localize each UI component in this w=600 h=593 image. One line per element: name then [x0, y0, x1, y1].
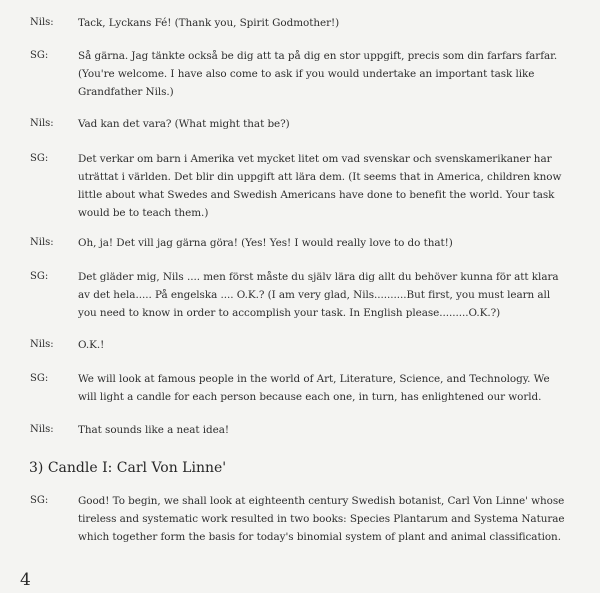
- dialogue-text: Good! To begin, we shall look at eighteenth century Swedish botanist, Carl Von Linne' whose tireless and systematic work resulted in two books: Species Plantarum and Systema Naturae which together form the basis for today's binomial system of plant and animal classification.: [78, 495, 565, 543]
- speaker-label: SG:: [30, 495, 49, 506]
- dialogue-text: O.K.!: [78, 339, 105, 351]
- dialogue-line-7: [30, 336, 570, 354]
- dialogue-text: Så gärna. Jag tänkte också be dig att ta på dig en stor uppgift, precis som din farfars farfar. (You're welcome. I have also come to ask if you would undertake an important task like Grandfather Nils.): [78, 50, 558, 98]
- speaker-label: SG:: [30, 271, 49, 282]
- dialogue-text: We will look at famous people in the world of Art, Literature, Science, and Technology. We will light a candle for each person because each one, in turn, has enlightened our world.: [78, 373, 550, 403]
- dialogue-text: Det gläder mig, Nils .... men först måste du själv lära dig allt du behöver kunna för att klara av det hela..... På engelska .... O.K.? (I am very glad, Nils..........But first, you must learn all you need to know in order to accomplish your task. In English please.........O.K.?): [78, 271, 559, 319]
- section-heading: 3) Candle I: Carl Von Linne': [29, 460, 227, 476]
- speaker-label: Nils:: [30, 424, 54, 435]
- dialogue-line-3: [30, 115, 570, 133]
- dialogue-text: That sounds like a neat idea!: [78, 424, 230, 436]
- page-number: 4: [20, 570, 31, 590]
- dialogue-line-9: [30, 421, 570, 439]
- dialogue-line-5: [30, 234, 570, 252]
- dialogue-text: Tack, Lyckans Fé! (Thank you, Spirit Godmother!): [78, 17, 340, 29]
- speaker-label: SG:: [30, 153, 49, 164]
- speaker-label: Nils:: [30, 118, 54, 129]
- dialogue-text: Oh, ja! Det vill jag gärna göra! (Yes! Yes! I would really love to do that!): [78, 237, 453, 249]
- speaker-label: Nils:: [30, 339, 54, 350]
- dialogue-line-8: [30, 370, 570, 406]
- speaker-label: SG:: [30, 373, 49, 384]
- dialogue-line-2: [30, 47, 570, 101]
- speaker-label: Nils:: [30, 237, 54, 248]
- speaker-label: Nils:: [30, 17, 54, 28]
- dialogue-line-4: [30, 150, 570, 222]
- dialogue-line-10: [30, 492, 570, 546]
- speaker-label: SG:: [30, 50, 49, 61]
- dialogue-line-6: [30, 268, 570, 322]
- dialogue-text: Vad kan det vara? (What might that be?): [78, 118, 290, 130]
- dialogue-line-1: [30, 14, 570, 32]
- dialogue-text: Det verkar om barn i Amerika vet mycket litet om vad svenskar och svenskamerikaner har uträttat i världen. Det blir din uppgift att lära dem. (It seems that in America, children know little about what Swedes and Swedish Americans have done to benefit the world. Your task would be to teach them.): [78, 153, 562, 219]
